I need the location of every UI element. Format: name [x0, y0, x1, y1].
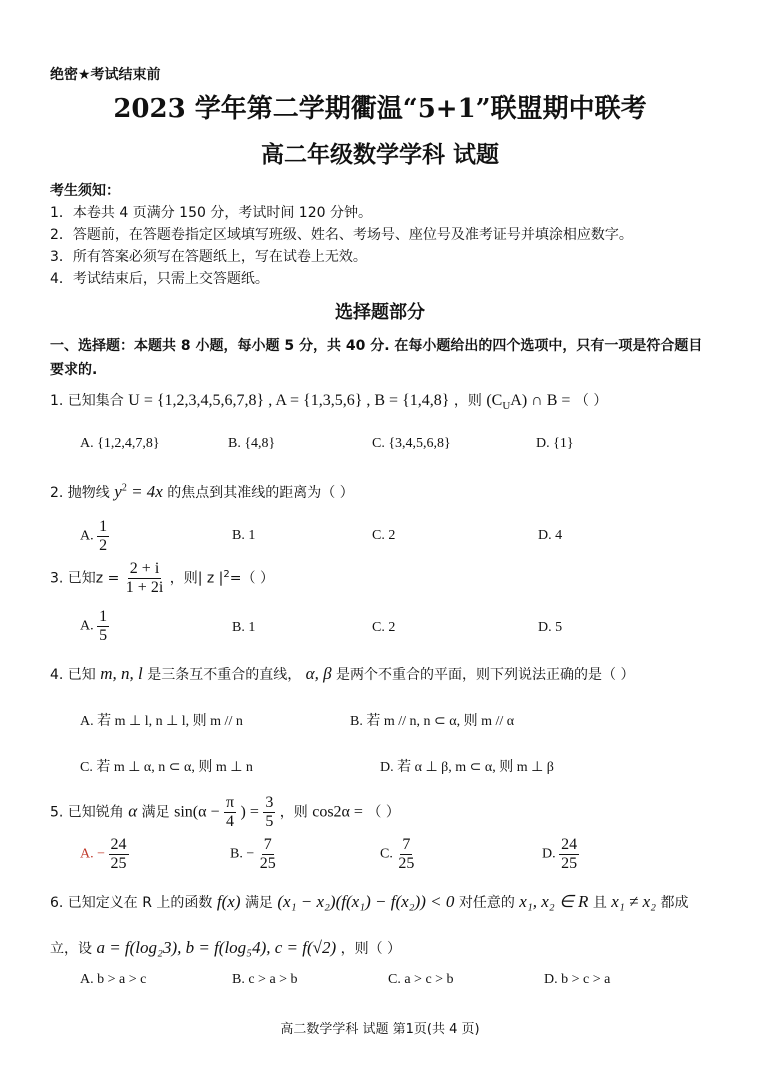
q3-option-d: D. 5: [538, 620, 563, 635]
q1-option-b: B. {4,8}: [228, 436, 276, 451]
q1-option-d: D. {1}: [536, 436, 574, 451]
q3-option-c: C. 2: [372, 620, 396, 635]
secret-label: 绝密★考试结束前: [50, 67, 161, 83]
question-5-stem: 5. 已知锐角 α 满足 sin(α − $\frac{\pi}{4}$ ) = $\frac{3}{5}$ ，则 cos2α = （ ）: [50, 794, 400, 830]
exam-title: 2023 学年第二学期衢温“5+1”联盟期中联考: [113, 94, 647, 124]
exam-subtitle: 高二年级数学学科 试题: [260, 141, 499, 168]
question-6-stem-cont: 立，设 a = f(log₂3), b = f(log₅4), c = f(√2) ，则（ ）: [50, 938, 402, 957]
question-2-stem: 2. 抛物线 $y^2 = 4x$ 的焦点到其准线的距离为（ ）: [50, 482, 354, 501]
q6-option-d: D. b > c > a: [544, 972, 611, 987]
q1-option-c: C. {3,4,5,6,8}: [372, 436, 451, 451]
page-footer: 高二数学学科 试题 第1页(共 4 页): [280, 1022, 480, 1037]
notice-item: 1．本卷共 4 页满分 150 分，考试时间 120 分钟。: [50, 205, 372, 221]
q6-option-c: C. a > c > b: [388, 972, 454, 987]
q3-option-a: A. $\frac{1}{5}$: [80, 608, 108, 644]
notice-item: 3．所有答案必须写在答题纸上，写在试卷上无效。: [50, 249, 367, 265]
q4-option-c: C. 若 m ⊥ α, n ⊂ α, 则 m ⊥ n: [80, 760, 253, 775]
q5-option-a: A. − $\frac{24}{25}$: [80, 836, 127, 872]
q4-option-d: D. 若 α ⊥ β, m ⊂ α, 则 m ⊥ β: [380, 760, 554, 775]
q2-option-d: D. 4: [538, 528, 563, 543]
q2-option-a: A. $\frac{1}{2}$: [80, 518, 108, 554]
q3-option-b: B. 1: [232, 620, 256, 635]
question-4-stem: 4. 已知 m, n, l 是三条互不重合的直线， α, β 是两个不重合的平面，则下列说法正确的是（ ）: [50, 664, 635, 683]
notice-heading: 考生须知：: [50, 183, 120, 199]
q5-option-d: D. $\frac{24}{25}$: [542, 836, 578, 872]
q2-option-b: B. 1: [232, 528, 256, 543]
section-intro: 一、选择题：本题共 8 小题，每小题 5 分，共 40 分. 在每小题给出的四个选项中，只有一项是符合题目要求的.: [50, 338, 703, 378]
notice-item: 4．考试结束后，只需上交答题纸。: [50, 271, 269, 287]
section-title: 选择题部分: [335, 302, 425, 323]
notice-item: 2．答题前，在答题卷指定区域填写班级、姓名、考场号、座位号及准考证号并填涂相应数字。: [50, 227, 633, 243]
q1-option-a: A. {1,2,4,7,8}: [80, 436, 160, 451]
question-1-stem: 1. 已知集合 U = {1,2,3,4,5,6,7,8} , A = {1,3,5,6} , B = {1,4,8} ，则 $(C_UA)$ ∩ B = （ ）: [50, 392, 608, 412]
q4-option-a: A. 若 m ⊥ l, n ⊥ l, 则 m // n: [80, 714, 243, 729]
q6-option-b: B. c > a > b: [232, 972, 298, 987]
question-3-stem: 3. 已知z = $\frac{2 + i}{1 + 2i}$ ，则| z $|^2=$（ ）: [50, 560, 274, 596]
q2-option-c: C. 2: [372, 528, 396, 543]
q5-option-b: B. − $\frac{7}{25}$: [230, 836, 276, 872]
question-6-stem: 6. 已知定义在 R 上的函数 f(x) 满足 (x₁ − x₂)(f(x₁) − f(x₂)) < 0 对任意的 x₁, x₂ ∈ R 且 x₁ ≠ x₂ 都成: [50, 892, 689, 911]
q5-option-c: C. $\frac{7}{25}$: [380, 836, 415, 872]
q6-option-a: A. b > a > c: [80, 972, 147, 987]
q4-option-b: B. 若 m // n, n ⊂ α, 则 m // α: [350, 714, 515, 729]
